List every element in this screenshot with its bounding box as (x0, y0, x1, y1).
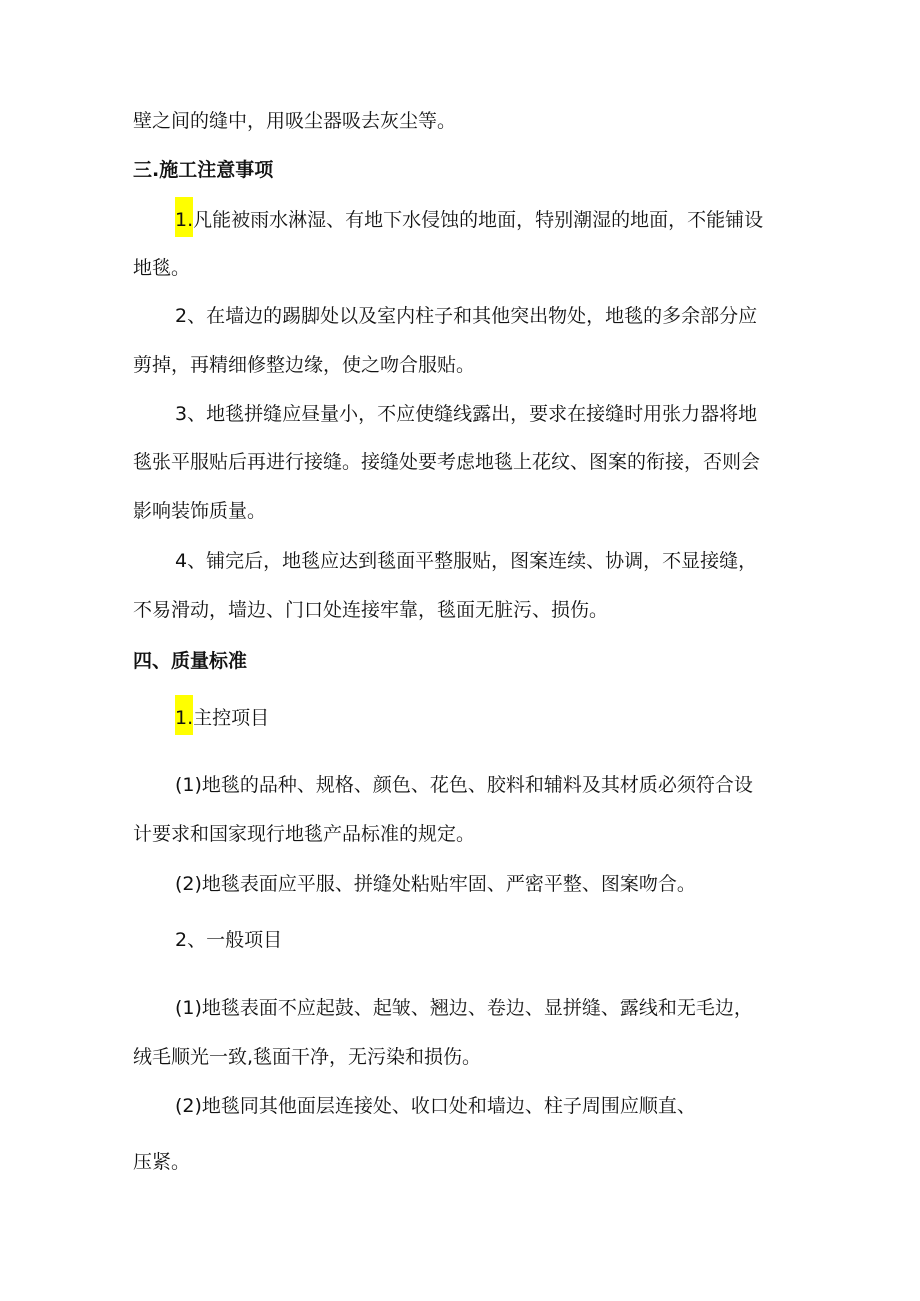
s3-item3-line2: 毯张平服贴后再进行接缝。接缝处要考虑地毯上花纹、图案的衔接，否则会 (133, 451, 761, 473)
section3-heading: 三.施工注意事项 (133, 159, 274, 181)
continuation-line: 壁之间的缝中，用吸尘器吸去灰尘等。 (133, 110, 457, 132)
s3-item1-text: 凡能被雨水淋湿、有地下水侵蚀的地面，特别潮湿的地面，不能铺设 (193, 209, 764, 231)
s3-item2-line2: 剪掉，再精细修整边缘，使之吻合服贴。 (133, 354, 476, 376)
s4-general-p1-line1: (1)地毯表面不应起鼓、起皱、翘边、卷边、显拼缝、露线和无毛边， (175, 997, 753, 1019)
s3-item2-line1: 2、在墙边的踢脚处以及室内柱子和其他突出物处，地毯的多余部分应 (175, 305, 758, 327)
section4-heading: 四、质量标准 (133, 650, 248, 672)
s3-item3-line3: 影响装饰质量。 (133, 500, 267, 522)
s3-item1-line1 (175, 207, 763, 237)
s3-item4-line2: 不易滑动，墙边、门口处连接牢靠，毯面无脏污、损伤。 (133, 599, 609, 621)
s3-item3-line1: 3、地毯拼缝应昼量小，不应使缝线露出，要求在接缝时用张力器将地 (175, 403, 758, 425)
s4-main-title-text: 主控项目 (193, 707, 270, 729)
s4-general-title: 2、一般项目 (175, 929, 283, 951)
s3-item1-line2: 地毯。 (133, 257, 191, 279)
s4-general-p2-line1: (2)地毯同其他面层连接处、收口处和墙边、柱子周围应顺直、 (175, 1095, 696, 1117)
s4-main-p2: (2)地毯表面应平服、拼缝处粘贴牢固、严密平整、图案吻合。 (175, 873, 696, 895)
s4-general-p1-line2: 绒毛顺光一致,毯面干净，无污染和损伤。 (133, 1046, 482, 1068)
s3-item4-line1: 4、铺完后，地毯应达到毯面平整服贴，图案连续、协调，不显接缝， (175, 550, 758, 572)
s3-item1-number-highlight: 1. (175, 197, 193, 237)
s4-main-p1-line1: (1)地毯的品种、规格、颜色、花色、胶料和辅料及其材质必须符合设 (175, 774, 753, 796)
s4-main-p1-line2: 计要求和国家现行地毯产品标准的规定。 (133, 823, 476, 845)
s4-main-number-highlight: 1. (175, 695, 193, 735)
s4-general-p2-line2: 压紧。 (133, 1151, 191, 1173)
s4-main-title (175, 705, 269, 735)
